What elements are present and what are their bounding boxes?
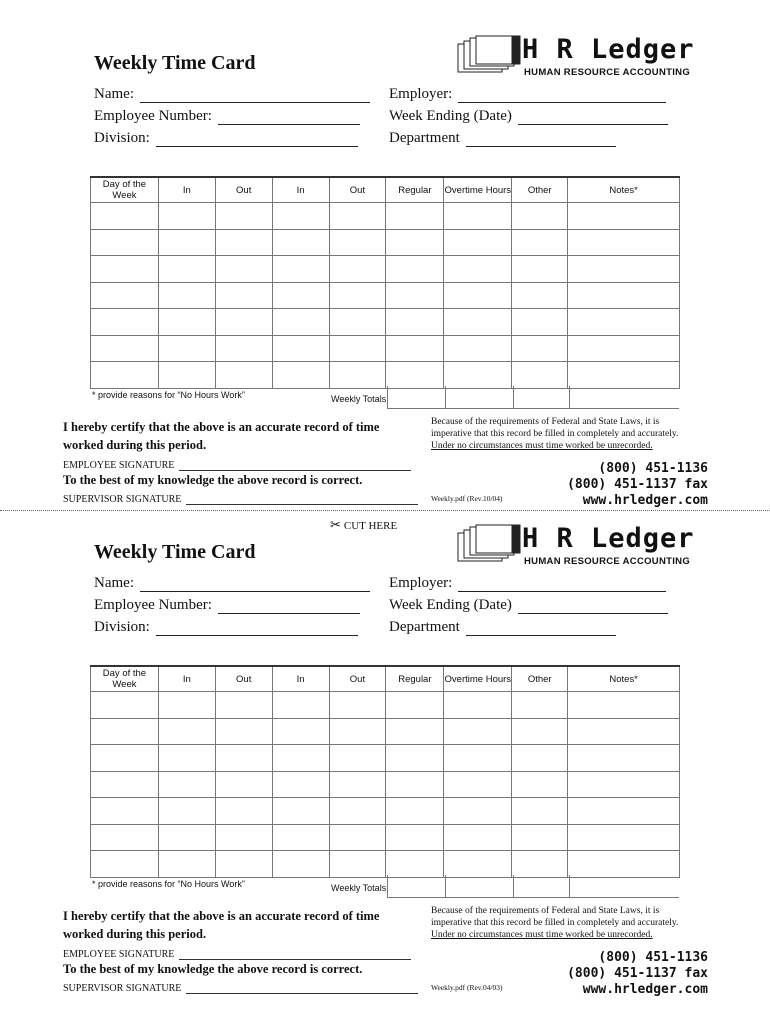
table-cell[interactable] [158,362,215,389]
table-cell[interactable] [91,229,159,256]
table-cell[interactable] [568,718,680,745]
table-cell[interactable] [444,824,512,851]
table-cell[interactable] [329,824,386,851]
table-cell[interactable] [215,798,272,825]
table-cell[interactable] [512,718,568,745]
table-cell[interactable] [512,824,568,851]
employee-number-field[interactable] [94,108,360,125]
table-cell[interactable] [568,309,680,336]
employee-signature-label: EMPLOYEE SIGNATURE [63,460,175,471]
table-row [91,798,680,825]
column-header: In [272,177,329,203]
table-cell[interactable] [215,692,272,719]
table-cell[interactable] [272,229,329,256]
table-cell[interactable] [158,692,215,719]
legal-underlined: Under no circumstances must time worked be unrecorded. [431,441,653,451]
table-cell[interactable] [215,309,272,336]
employer-label: Employer: [389,575,453,591]
table-cell[interactable] [272,824,329,851]
department-label: Department [389,619,460,635]
table-cell[interactable] [329,771,386,798]
division-label: Division: [94,619,150,635]
column-header: Overtime Hours [444,666,512,692]
table-cell[interactable] [444,282,512,309]
table-cell[interactable] [329,309,386,336]
time-table [90,176,680,389]
table-cell[interactable] [215,851,272,878]
week-ending-label: Week Ending (Date) [389,108,512,124]
column-header: Overtime Hours [444,177,512,203]
table-cell[interactable] [91,771,159,798]
table-cell[interactable] [91,851,159,878]
employee-signature-field[interactable] [63,949,411,960]
name-label: Name: [94,86,134,102]
hours-note: * provide reasons for “No Hours Work” [92,879,245,889]
column-header: Notes* [568,177,680,203]
table-cell[interactable] [568,824,680,851]
table-cell[interactable] [444,771,512,798]
table-cell[interactable] [158,309,215,336]
time-table [90,665,680,878]
table-cell[interactable] [272,309,329,336]
table-cell[interactable] [158,824,215,851]
employer-field[interactable] [389,575,666,592]
employee-number-label: Employee Number: [94,108,212,124]
cut-here-text: CUT HERE [343,520,398,532]
table-cell[interactable] [444,798,512,825]
table-cell[interactable] [386,282,444,309]
table-cell[interactable] [568,256,680,283]
table-cell[interactable] [568,362,680,389]
time-card-2 [0,489,770,997]
table-cell[interactable] [329,692,386,719]
website[interactable]: www.hrledger.com [582,493,708,508]
legal-text: Because of the requirements of Federal and State Laws, it is imperative that this record be filled in completely and accurately. [431,906,679,928]
table-cell[interactable] [386,335,444,362]
employee-number-field[interactable] [94,597,360,614]
table-cell[interactable] [91,798,159,825]
table-cell[interactable] [444,309,512,336]
column-header: Out [329,666,386,692]
table-row [91,718,680,745]
table-cell[interactable] [215,771,272,798]
table-cell[interactable] [386,771,444,798]
logo-name: H R Ledger [522,523,695,554]
logo-name: H R Ledger [522,34,695,65]
table-cell[interactable] [386,798,444,825]
fax-number: (800) 451-1137 fax [567,477,708,492]
hours-note: * provide reasons for “No Hours Work” [92,390,245,400]
table-cell[interactable] [91,718,159,745]
table-cell[interactable] [386,718,444,745]
column-header: Day of the Week [91,666,159,692]
table-cell[interactable] [386,745,444,772]
table-cell[interactable] [91,282,159,309]
correct-statement: To the best of my knowledge the above record is correct. [63,473,363,487]
table-cell[interactable] [512,745,568,772]
table-row [91,692,680,719]
table-cell[interactable] [158,718,215,745]
table-cell[interactable] [512,692,568,719]
column-header: Out [215,666,272,692]
column-header: Regular [386,666,444,692]
table-cell[interactable] [444,203,512,230]
table-cell[interactable] [512,229,568,256]
table-cell[interactable] [329,745,386,772]
department-field[interactable] [389,130,616,147]
table-cell[interactable] [568,229,680,256]
table-cell[interactable] [386,203,444,230]
table-cell[interactable] [272,335,329,362]
table-cell[interactable] [91,692,159,719]
table-row [91,335,680,362]
table-cell[interactable] [272,203,329,230]
logo-tagline: HUMAN RESOURCE ACCOUNTING [524,556,691,567]
table-row [91,745,680,772]
table-cell[interactable] [512,798,568,825]
column-header: Other [512,666,568,692]
table-cell[interactable] [215,282,272,309]
department-field[interactable] [389,619,616,636]
table-cell[interactable] [272,692,329,719]
name-label: Name: [94,575,134,591]
card-title: Weekly Time Card [94,52,256,74]
table-cell[interactable] [158,335,215,362]
division-label: Division: [94,130,150,146]
legal-underlined: Under no circumstances must time worked be unrecorded. [431,930,653,940]
week-ending-field[interactable] [389,108,668,125]
table-row [91,851,680,878]
table-cell[interactable] [91,745,159,772]
supervisor-signature-label: SUPERVISOR SIGNATURE [63,494,182,505]
certify-statement: I hereby certify that the above is an accurate record of time worked during this period. [63,420,380,452]
table-cell[interactable] [512,282,568,309]
table-cell[interactable] [386,851,444,878]
legal-notice [431,905,691,941]
table-row [91,309,680,336]
table-cell[interactable] [272,851,329,878]
table-cell[interactable] [329,229,386,256]
column-header: In [158,177,215,203]
table-cell[interactable] [568,203,680,230]
weekly-totals-cells[interactable] [387,386,679,408]
table-cell[interactable] [386,256,444,283]
table-cell[interactable] [272,362,329,389]
table-cell[interactable] [512,256,568,283]
name-field[interactable] [94,575,370,592]
column-header: Out [215,177,272,203]
week-ending-field[interactable] [389,597,668,614]
table-cell[interactable] [158,282,215,309]
table-cell[interactable] [329,203,386,230]
table-cell[interactable] [215,718,272,745]
revision-label: Weekly.pdf (Rev.10/04) [431,494,503,503]
weekly-totals-cells[interactable] [387,875,679,897]
table-cell[interactable] [512,203,568,230]
table-cell[interactable] [386,824,444,851]
legal-text: Because of the requirements of Federal and State Laws, it is imperative that this record be filled in completely and accurately. [431,417,679,439]
table-cell[interactable] [444,256,512,283]
table-cell[interactable] [158,851,215,878]
employee-number-label: Employee Number: [94,597,212,613]
table-cell[interactable] [329,851,386,878]
table-cell[interactable] [215,203,272,230]
table-cell[interactable] [272,256,329,283]
table-cell[interactable] [512,335,568,362]
table-cell[interactable] [444,718,512,745]
table-cell[interactable] [91,309,159,336]
table-cell[interactable] [91,362,159,389]
table-cell[interactable] [329,362,386,389]
table-cell[interactable] [512,309,568,336]
column-header: In [158,666,215,692]
table-row [91,229,680,256]
table-cell[interactable] [329,335,386,362]
table-cell[interactable] [272,282,329,309]
table-cell[interactable] [329,282,386,309]
employer-label: Employer: [389,86,453,102]
supervisor-signature-field[interactable] [63,983,418,994]
table-cell[interactable] [91,256,159,283]
table-cell[interactable] [568,335,680,362]
table-cell[interactable] [158,798,215,825]
column-header: In [272,666,329,692]
week-ending-label: Week Ending (Date) [389,597,512,613]
table-cell[interactable] [215,229,272,256]
table-row [91,203,680,230]
fax-number: (800) 451-1137 fax [567,966,708,981]
table-cell[interactable] [272,798,329,825]
table-cell[interactable] [215,362,272,389]
table-cell[interactable] [444,362,512,389]
table-cell[interactable] [568,745,680,772]
certify-statement: I hereby certify that the above is an accurate record of time worked during this period. [63,909,380,941]
table-cell[interactable] [272,718,329,745]
column-header: Out [329,177,386,203]
table-row [91,282,680,309]
card-title: Weekly Time Card [94,541,256,563]
table-cell[interactable] [215,335,272,362]
table-cell[interactable] [568,798,680,825]
table-cell[interactable] [444,229,512,256]
table-cell[interactable] [386,692,444,719]
scissors-icon: ✂ [330,517,341,532]
table-cell[interactable] [444,745,512,772]
table-cell[interactable] [386,309,444,336]
table-cell[interactable] [158,203,215,230]
table-cell[interactable] [386,362,444,389]
time-card-1 [0,0,770,508]
department-label: Department [389,130,460,146]
table-cell[interactable] [386,229,444,256]
employee-signature-label: EMPLOYEE SIGNATURE [63,949,175,960]
table-cell[interactable] [568,282,680,309]
table-row [91,256,680,283]
table-cell[interactable] [329,798,386,825]
division-field[interactable] [94,130,358,147]
table-cell[interactable] [158,771,215,798]
table-cell[interactable] [272,771,329,798]
table-cell[interactable] [568,692,680,719]
table-cell[interactable] [91,824,159,851]
table-cell[interactable] [444,692,512,719]
table-cell[interactable] [568,851,680,878]
employee-signature-field[interactable] [63,460,411,471]
table-cell[interactable] [215,745,272,772]
table-cell[interactable] [158,229,215,256]
phone-number: (800) 451-1136 [598,461,708,476]
table-cell[interactable] [512,771,568,798]
weekly-totals-label: Weekly Totals [331,394,387,404]
legal-notice [431,416,691,452]
table-row [91,771,680,798]
website[interactable]: www.hrledger.com [582,982,708,997]
table-cell[interactable] [158,256,215,283]
name-field[interactable] [94,86,370,103]
table-cell[interactable] [91,203,159,230]
column-header: Other [512,177,568,203]
table-cell[interactable] [568,771,680,798]
table-cell[interactable] [329,718,386,745]
table-cell[interactable] [215,256,272,283]
table-cell[interactable] [215,824,272,851]
table-cell[interactable] [512,362,568,389]
column-header: Day of the Week [91,177,159,203]
employer-field[interactable] [389,86,666,103]
supervisor-signature-label: SUPERVISOR SIGNATURE [63,983,182,994]
table-cell[interactable] [272,745,329,772]
logo-tagline: HUMAN RESOURCE ACCOUNTING [524,67,691,78]
table-cell[interactable] [512,851,568,878]
division-field[interactable] [94,619,358,636]
table-cell[interactable] [444,851,512,878]
column-header: Notes* [568,666,680,692]
table-cell[interactable] [444,335,512,362]
table-cell[interactable] [91,335,159,362]
table-cell[interactable] [158,745,215,772]
phone-number: (800) 451-1136 [598,950,708,965]
revision-label: Weekly.pdf (Rev.04/03) [431,983,503,992]
correct-statement: To the best of my knowledge the above record is correct. [63,962,363,976]
table-row [91,362,680,389]
table-row [91,824,680,851]
weekly-totals-label: Weekly Totals [331,883,387,893]
column-header: Regular [386,177,444,203]
table-cell[interactable] [329,256,386,283]
